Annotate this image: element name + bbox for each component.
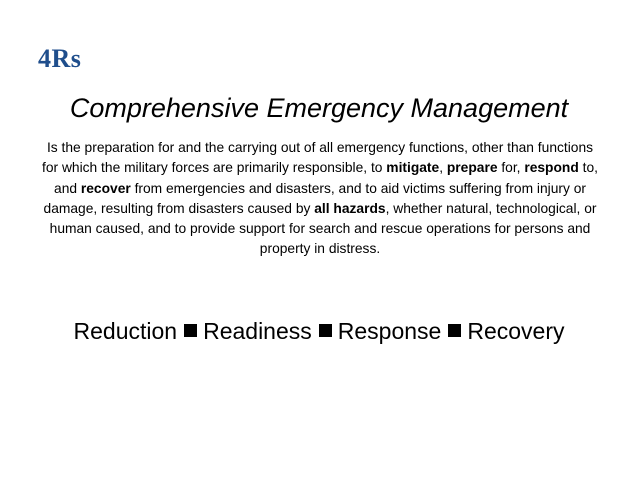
r-reduction: Reduction — [73, 318, 178, 344]
keyword-all-hazards: all hazards — [314, 200, 386, 216]
four-rs-row — [0, 316, 638, 346]
definition-text-1: Is the preparation for and the carrying out of all emergency functions, other than functions for which the military forces are primarily responsible, to — [42, 140, 594, 176]
slide-title: Comprehensive Emergency Management — [69, 93, 569, 123]
keyword-mitigate: mitigate — [386, 160, 440, 176]
definition-text-5: from emergencies and disasters, and to aid victims suffering from injury or damage, resulting from disasters caused by — [43, 180, 586, 216]
keyword-recover: recover — [80, 180, 131, 196]
black-square-bullet-icon — [319, 324, 332, 337]
definition-text-3: for, — [497, 160, 525, 176]
definition-text-4: to, and — [54, 160, 598, 196]
definition-text-2: , — [439, 160, 447, 176]
r-response: Response — [337, 318, 442, 344]
black-square-bullet-icon — [184, 324, 197, 337]
keyword-respond: respond — [524, 160, 579, 176]
definition-paragraph — [40, 138, 600, 260]
keyword-prepare: prepare — [446, 160, 498, 176]
r-recovery: Recovery — [467, 318, 565, 344]
black-square-bullet-icon — [448, 324, 461, 337]
logo-4rs: 4Rs — [38, 44, 82, 73]
definition-text-6: , whether natural, technological, or human caused, and to provide support for search and rescue operations for persons and property in distress. — [49, 200, 597, 257]
r-readiness: Readiness — [203, 318, 312, 344]
